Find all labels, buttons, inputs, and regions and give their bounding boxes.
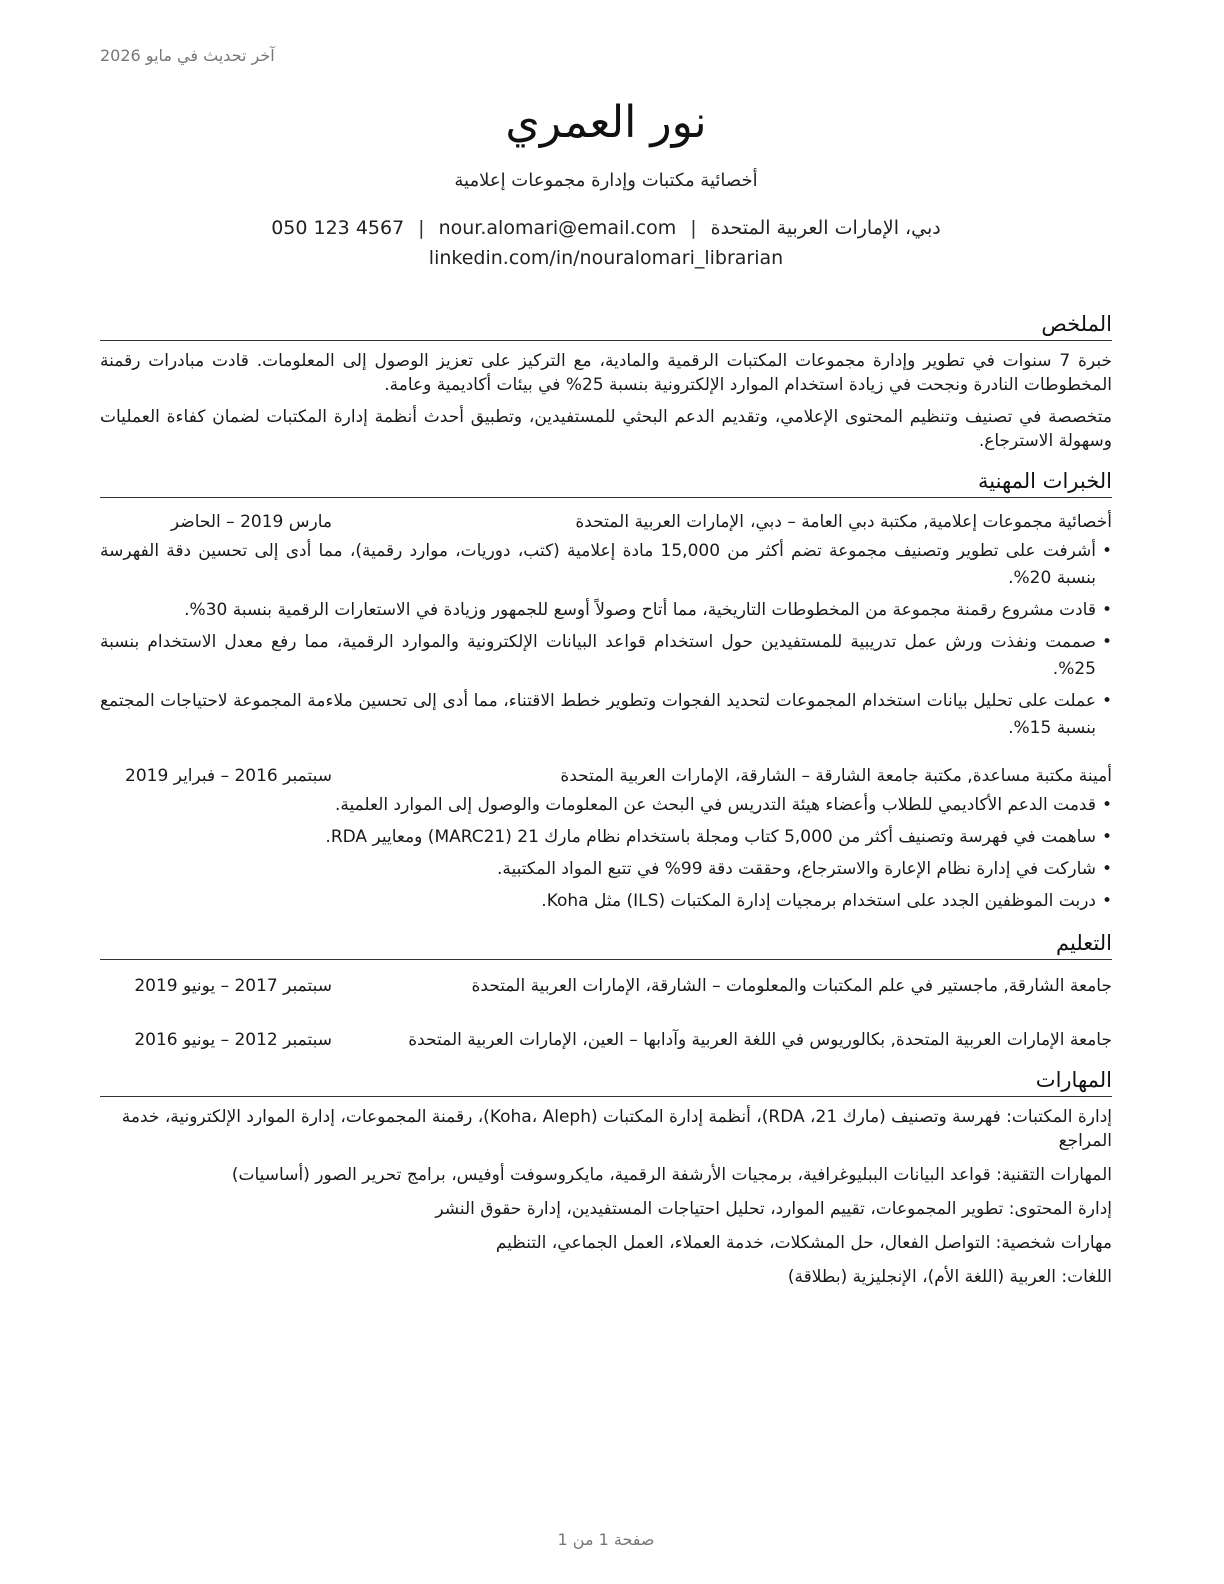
job-location: الإمارات العربية المتحدة: [575, 512, 744, 532]
section-heading-experience: الخبرات المهنية: [100, 467, 1112, 498]
job-bullet: • دربت الموظفين الجدد على استخدام برمجيات إدارة المكتبات (ILS) مثل Koha.: [100, 888, 1112, 915]
experience-section: [100, 467, 1112, 915]
job-bullets: [100, 538, 1112, 742]
job-bullet: • عملت على تحليل بيانات استخدام المجموعات لتحديد الفجوات وتطوير خطط الاقتناء، مما أدى إلى تحسين ملاءمة المجموعة لاحتياجات المجتمع بنسبة 15%.: [100, 688, 1112, 742]
section-heading-education: التعليم: [100, 929, 1112, 960]
education-section: [100, 929, 1112, 1052]
skills-line: إدارة المكتبات: فهرسة وتصنيف (مارك 21، RDA)، أنظمة إدارة المكتبات (Koha، Aleph)، رقمنة المجموعات، إدارة الموارد الإلكترونية، خدمة المراجع: [121, 1107, 1112, 1151]
job-entry: [100, 764, 1112, 915]
job-bullet: • أشرفت على تطوير وتصنيف مجموعة تضم أكثر من 15,000 مادة إعلامية (كتب، دوريات، موارد رقمية)، مما أدى إلى تحسين دقة الفهرسة بنسبة 20%.: [100, 538, 1112, 592]
job-bullets: [100, 792, 1112, 915]
education-degree: جامعة الإمارات العربية المتحدة, بكالوريوس في اللغة العربية وآدابها – العين، الإمارات العربية المتحدة: [408, 1030, 1112, 1050]
linkedin-link[interactable]: linkedin.com/in/nouralomari_librarian: [428, 247, 784, 269]
job-bullet: • شاركت في إدارة نظام الإعارة والاسترجاع، وحققت دقة 99% في تتبع المواد المكتبية.: [100, 856, 1112, 883]
section-heading-skills: المهارات: [100, 1066, 1112, 1097]
job-bullet: • ساهمت في فهرسة وتصنيف أكثر من 5,000 كتاب ومجلة باستخدام نظام مارك 21 (MARC21) ومعايير RDA.: [100, 824, 1112, 851]
job-entry: [100, 510, 1112, 742]
job-bullet: • قادت مشروع رقمنة مجموعة من المخطوطات التاريخية، مما أتاح وصولاً أوسع للجمهور وزيادة في الاستعارات الرقمية بنسبة 30%.: [100, 597, 1112, 624]
contact-email[interactable]: nour.alomari@email.com: [438, 217, 677, 239]
summary-paragraph: خبرة 7 سنوات في تطوير وإدارة مجموعات المكتبات الرقمية والمادية، مع التركيز على تعزيز الوصول إلى المعلومات. قادت مبادرات رقمنة المخطوطات النادرة ونجحت في زيادة استخدام الموارد الإلكترونية بنسبة 25% في بيئات أكاديمية وعامة.: [100, 351, 1112, 395]
education-dates: سبتمبر 2012 – يونيو 2016: [134, 1030, 332, 1050]
candidate-name: نور العمري: [505, 97, 707, 148]
education-degree: جامعة الشارقة, ماجستير في علم المكتبات والمعلومات – الشارقة، الإمارات العربية المتحدة: [471, 976, 1112, 996]
job-bullet: • قدمت الدعم الأكاديمي للطلاب وأعضاء هيئة التدريس في البحث عن المعلومات والوصول إلى الموارد العلمية.: [100, 792, 1112, 819]
contact-separator: |: [690, 217, 697, 239]
summary-paragraph: متخصصة في تصنيف وتنظيم المحتوى الإعلامي، وتقديم الدعم البحثي للمستفيدين، وتطبيق أحدث أنظمة إدارة المكتبات لضمان كفاءة العمليات وسهولة الاسترجاع.: [100, 407, 1112, 451]
section-heading-summary: الملخص: [100, 310, 1112, 341]
skills-line: مهارات شخصية: التواصل الفعال، حل المشكلات، خدمة العملاء، العمل الجماعي، التنظيم: [495, 1233, 1112, 1253]
job-dates: سبتمبر 2016 – فبراير 2019: [125, 766, 332, 786]
job-header: [100, 764, 1112, 788]
resume-page: [100, 0, 1112, 1584]
job-role: أخصائية مجموعات إعلامية, مكتبة دبي العامة – دبي،: [749, 512, 1112, 532]
job-header: [100, 510, 1112, 534]
resume-content: [100, 310, 1112, 1289]
resume-header: [100, 98, 1112, 269]
skills-line: إدارة المحتوى: تطوير المجموعات، تقييم الموارد، تحليل احتياجات المستفيدين، إدارة حقوق النشر: [435, 1199, 1112, 1219]
page-number: صفحة 1 من 1: [557, 1530, 655, 1549]
contact-separator: |: [418, 217, 425, 239]
contact-phone: 050 123 4567: [271, 217, 405, 239]
education-entry: [100, 1028, 1112, 1052]
job-location: الإمارات العربية المتحدة: [560, 766, 729, 786]
contact-location: دبي، الإمارات العربية المتحدة: [710, 217, 941, 239]
skills-line: اللغات: العربية (اللغة الأم)، الإنجليزية (بطلاقة): [787, 1267, 1112, 1287]
job-role: أمينة مكتبة مساعدة, مكتبة جامعة الشارقة – الشارقة،: [734, 766, 1112, 786]
contact-line: [100, 217, 1112, 239]
last-updated-note: آخر تحديث في مايو 2026: [100, 46, 275, 65]
summary-section: [100, 310, 1112, 453]
candidate-title: أخصائية مكتبات وإدارة مجموعات إعلامية: [454, 170, 758, 191]
education-dates: سبتمبر 2017 – يونيو 2019: [134, 976, 332, 996]
job-dates: مارس 2019 – الحاضر: [170, 512, 332, 532]
skills-line: المهارات التقنية: قواعد البيانات الببليوغرافية، برمجيات الأرشفة الرقمية، مايكروسوفت أوفيس، برامج تحرير الصور (أساسيات): [231, 1165, 1112, 1185]
skills-section: [100, 1066, 1112, 1289]
job-bullet: • صممت ونفذت ورش عمل تدريبية للمستفيدين حول استخدام قواعد البيانات الإلكترونية والموارد الرقمية، مما رفع معدل الاستخدام بنسبة 25%.: [100, 629, 1112, 683]
education-entry: [100, 974, 1112, 998]
